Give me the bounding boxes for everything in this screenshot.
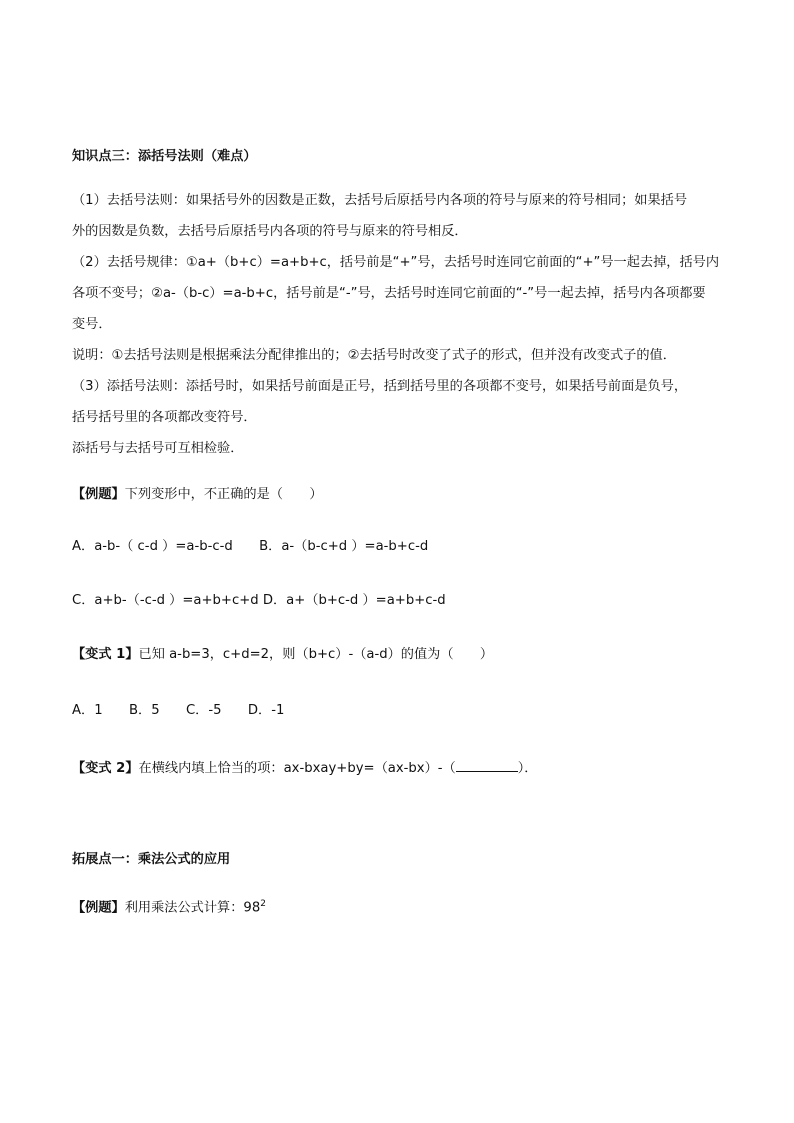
- rule-2-line-3: 变号．: [72, 317, 112, 332]
- answer-blank[interactable]: [456, 757, 518, 772]
- rule-2-line-2: 各项不变号；②a-（b-c）=a-b+c，括号前是“-”号，去括号时连同它前面的“-”号一起去掉，括号内各项都要: [72, 286, 706, 301]
- rule-2-line-1: （2）去括号规律：①a+（b+c）=a+b+c，括号前是“+”号，去括号时连同它前面的“+”号一起去掉，括号内: [72, 255, 720, 270]
- rule-1-line-1: （1）去括号法则：如果括号外的因数是正数，去括号后原括号内各项的符号与原来的符号相同；如果括号: [72, 193, 688, 208]
- variant-2-label: 【变式 2】: [72, 761, 139, 776]
- section-heading-knowledge-3: 知识点三：添括号法则（难点）: [72, 149, 257, 164]
- example-options-ab: A．a-b-（ c-d ）=a-b-c-d B．a-（b-c+d ）=a-b+c-d: [72, 539, 429, 554]
- extension-example: [72, 894, 266, 918]
- example-question-text: 下列变形中，不正确的是（ ）: [124, 487, 323, 502]
- extension-example-text: 利用乘法公式计算：98: [124, 900, 261, 916]
- section-heading-extension-1: 拓展点一：乘法公式的应用: [72, 852, 231, 867]
- rule-1-line-2: 外的因数是负数，去括号后原括号内各项的符号与原来的符号相反．: [72, 224, 468, 239]
- variant-1-label: 【变式 1】: [72, 647, 139, 662]
- explanation-note: 说明：①去括号法则是根据乘法分配律推出的；②去括号时改变了式子的形式，但并没有改变式子的值．: [72, 348, 676, 363]
- example-question: [72, 485, 323, 505]
- variant-2-question-end: ）．: [517, 761, 538, 776]
- variant-1-question: [72, 645, 493, 665]
- rule-3-line-1: （3）添括号法则：添括号时，如果括号前面是正号，括到括号里的各项都不变号，如果括号前面是负号，: [72, 379, 688, 394]
- example-options-cd: C．a+b-（-c-d ）=a+b+c+d D．a+（b+c-d ）=a+b+c-d: [72, 593, 446, 608]
- rule-4-check: 添括号与去括号可互相检验．: [72, 441, 244, 456]
- extension-example-label: 【例题】: [72, 900, 125, 916]
- variant-2-question: [72, 757, 538, 779]
- example-label: 【例题】: [72, 487, 125, 502]
- variant-2-question-text: 在横线内填上恰当的项：ax-bxay+by=（ax-bx）-（: [138, 761, 456, 776]
- variant-1-options: A．1 B．5 C．-5 D．-1: [72, 703, 285, 718]
- exponent: 2: [260, 899, 266, 909]
- rule-3-line-2: 括号括号里的各项都改变符号．: [72, 410, 257, 425]
- variant-1-question-text: 已知 a-b=3，c+d=2，则（b+c）-（a-d）的值为（ ）: [138, 647, 494, 662]
